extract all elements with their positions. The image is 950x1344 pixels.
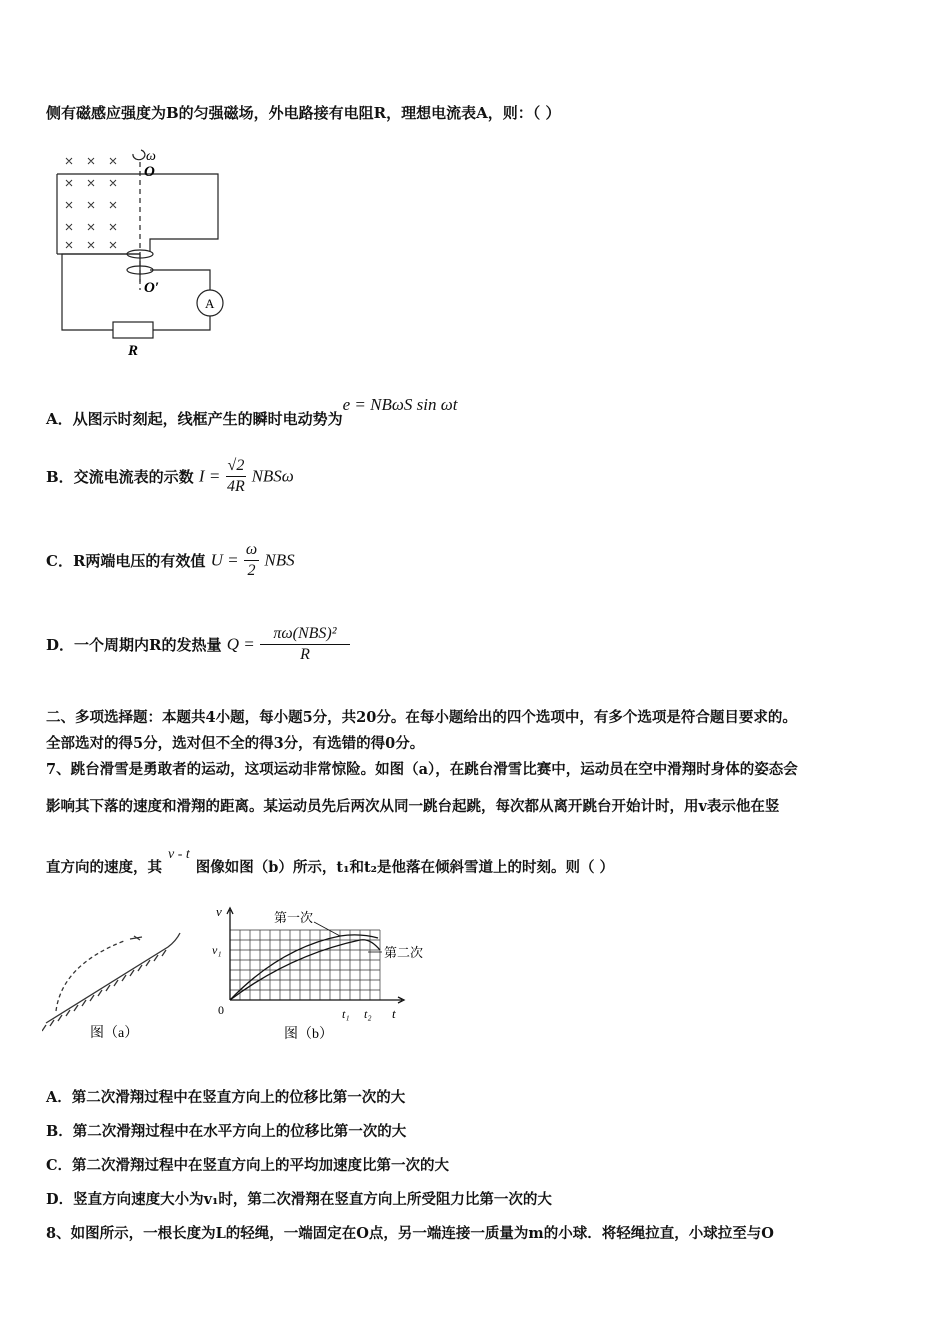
- t-axis-label: t: [392, 1006, 396, 1021]
- q7-option-b: B．第二次滑翔过程中在水平方向上的位移比第一次的大: [46, 1123, 407, 1140]
- q6-option-c: C．R两端电压的有效值 U = $\frac{\omega}{2}$ NBS: [46, 541, 295, 579]
- omega-label: ω: [146, 149, 156, 164]
- ammeter-label: A: [205, 296, 215, 311]
- section2-line1: 二、多项选择题：本题共4小题，每小题5分，共20分。在每小题给出的四个选项中，有多个选项是符合题目要求的。: [46, 709, 797, 726]
- q6-option-a-formula: e = NBωS sin ωt: [342, 395, 458, 414]
- origin-label: 0: [218, 1003, 224, 1017]
- vt-label: v - t: [168, 847, 190, 862]
- ski-jump-figure-a: [42, 925, 192, 1050]
- resistor-label: R: [128, 343, 139, 359]
- t1-label: t₁: [342, 1007, 350, 1021]
- t2-label: t₂: [364, 1007, 372, 1021]
- figure-a-caption: 图（a）: [90, 1026, 139, 1041]
- second-curve-label: 第二次: [384, 945, 424, 960]
- q7-option-d: D．竖直方向速度大小为v₁时，第二次滑翔在竖直方向上所受阻力比第一次的大: [46, 1191, 552, 1208]
- q6-option-b: B．交流电流表的示数 I = $\frac{√2}{4R}$ NBSω: [46, 457, 294, 495]
- vt-graph-figure-b: [210, 900, 440, 1050]
- section2-line2: 全部选对的得5分，选对但不全的得3分，有选错的得0分。: [46, 735, 425, 752]
- axis-o-bottom-label: O′: [144, 280, 160, 296]
- q7-line2: 影响其下落的速度和滑翔的距离。某运动员先后两次从同一跳台起跳，每次都从离开跳台开始计时，用v表示他在竖: [46, 798, 780, 815]
- q6-option-d: D．一个周期内R的发热量 Q = $\frac{\text{πω(NBS)²}}{R}$: [46, 624, 350, 665]
- circuit-figure: [40, 142, 240, 362]
- question-intro-line: 侧有磁感应强度为B的匀强磁场，外电路接有电阻R，理想电流表A，则：（ ）: [46, 104, 561, 122]
- q7-option-a: A．第二次滑翔过程中在竖直方向上的位移比第一次的大: [46, 1089, 406, 1106]
- figure-b-caption: 图（b）: [284, 1027, 333, 1042]
- q8-line1: 8、如图所示，一根长度为L的轻绳，一端固定在O点，另一端连接一质量为m的小球．将轻绳拉直，小球拉至与O: [46, 1225, 774, 1242]
- axis-o-top-label: O: [144, 164, 155, 180]
- q6-option-a: A．从图示时刻起，线框产生的瞬时电动势为e = NBωS sin ωt: [46, 395, 458, 428]
- v-axis-label: v: [216, 904, 222, 919]
- q7-line1: 7、跳台滑雪是勇敢者的运动，这项运动非常惊险。如图（a），在跳台滑雪比赛中，运动员在空中滑翔时身体的姿态会: [46, 761, 798, 778]
- q7-line3: 直方向的速度，其v - t图像如图（b）所示，t₁和t₂是他落在倾斜雪道上的时刻。则（ ）: [46, 847, 615, 876]
- q7-option-c: C．第二次滑翔过程中在竖直方向上的平均加速度比第一次的大: [46, 1157, 450, 1174]
- first-curve-label: 第一次: [274, 910, 314, 925]
- v1-label: v₁: [212, 943, 222, 957]
